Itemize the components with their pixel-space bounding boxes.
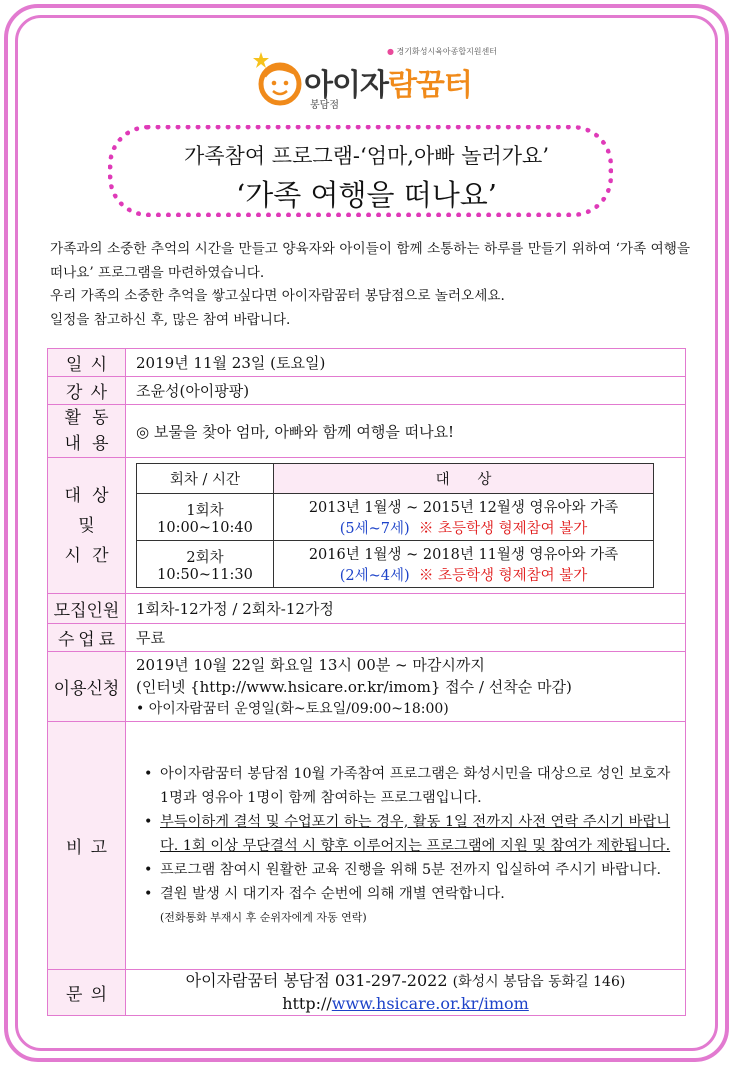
note-item: • 프로그램 참여시 원활한 교육 진행을 위해 5분 전까지 입실하여 주시기 바랍니다. bbox=[144, 858, 671, 882]
value-date: 2019년 11월 23일 (토요일) bbox=[126, 349, 686, 377]
label-fee: 수 업 료 bbox=[48, 624, 126, 652]
logo-branch: 봉담점 bbox=[310, 100, 339, 111]
info-table bbox=[47, 348, 686, 1016]
label-activity: 활 동 내 용 bbox=[48, 405, 126, 458]
value-target bbox=[126, 458, 686, 594]
label-contact: 문 의 bbox=[48, 970, 126, 1016]
row-fee bbox=[48, 624, 686, 652]
logo-org: ● 경기화성시육아종합지원센터 bbox=[387, 47, 497, 56]
session-cell: 2회차 10:50~11:30 bbox=[137, 541, 274, 588]
website-link[interactable]: www.hsicare.or.kr/imom bbox=[331, 994, 529, 1013]
row-contact bbox=[48, 970, 686, 1016]
value-contact: 아이자람꿈터 봉담점 031-297-2022 (화성시 봉담읍 동화길 146) http://www.hsicare.or.kr/imom bbox=[126, 970, 686, 1016]
target-cell: 2016년 1월생 ~ 2018년 11월생 영유아와 가족 (2세~4세) ※ 초등학생 형제참여 불가 bbox=[274, 541, 654, 588]
row-activity bbox=[48, 405, 686, 458]
value-fee: 무료 bbox=[126, 624, 686, 652]
intro-line: 가족과의 소중한 추억의 시간을 만들고 양육자와 아이들이 함께 소통하는 하루를 만들기 위하여 ‘가족 여행을 떠나요’ 프로그램을 마련하였습니다. bbox=[50, 241, 690, 281]
logo bbox=[252, 46, 497, 111]
intro-text bbox=[50, 238, 690, 332]
row-recruit bbox=[48, 594, 686, 624]
label-notes: 비 고 bbox=[48, 722, 126, 970]
session-row bbox=[137, 494, 654, 541]
value-recruit: 1회차-12가정 / 2회차-12가정 bbox=[126, 594, 686, 624]
label-instructor: 강 사 bbox=[48, 377, 126, 405]
value-notes bbox=[126, 722, 686, 970]
row-date bbox=[48, 349, 686, 377]
row-apply bbox=[48, 652, 686, 722]
program-subtitle: 가족참여 프로그램-‘엄마,아빠 놀러가요’ bbox=[183, 144, 550, 168]
intro-line: 우리 가족의 소중한 추억을 쌓고싶다면 아이자람꿈터 봉담점으로 놀러오세요. bbox=[50, 288, 505, 305]
row-notes bbox=[48, 722, 686, 970]
note-item: • 결원 발생 시 대기자 접수 순번에 의해 개별 연락합니다. bbox=[144, 882, 671, 906]
program-title: ‘가족 여행을 떠나요’ bbox=[236, 178, 497, 212]
value-activity: ◎ 보물을 찾아 엄마, 아빠와 함께 여행을 떠나요! bbox=[126, 405, 686, 458]
header-target: 대 상 bbox=[274, 464, 654, 494]
row-instructor bbox=[48, 377, 686, 405]
note-item: • 부득이하게 결석 및 수업포기 하는 경우, 활동 1일 전까지 사전 연락 주시기 바랍니다. 1회 이상 무단결석 시 향후 이루어지는 프로그램에 지원 및 참여가 제한됩니다. bbox=[144, 810, 671, 858]
session-cell: 1회차 10:00~10:40 bbox=[137, 494, 274, 541]
label-recruit: 모집인원 bbox=[48, 594, 126, 624]
session-header bbox=[137, 464, 654, 494]
row-target bbox=[48, 458, 686, 594]
label-target: 대 상 및 시 간 bbox=[48, 458, 126, 594]
value-instructor: 조윤성(아이팡팡) bbox=[126, 377, 686, 405]
note-item: • 아이자람꿈터 봉담점 10월 가족참여 프로그램은 화성시민을 대상으로 성인 보호자 1명과 영유아 1명이 함께 참여하는 프로그램입니다. bbox=[144, 762, 671, 810]
label-date: 일 시 bbox=[48, 349, 126, 377]
target-cell: 2013년 1월생 ~ 2015년 12월생 영유아와 가족 (5세~7세) ※ 초등학생 형제참여 불가 bbox=[274, 494, 654, 541]
note-small: (전화통화 부재시 후 순위자에게 자동 연락) bbox=[160, 910, 367, 924]
child-face-icon bbox=[252, 50, 304, 106]
session-row bbox=[137, 541, 654, 588]
label-apply: 이용신청 bbox=[48, 652, 126, 722]
header-session: 회차 / 시간 bbox=[137, 464, 274, 494]
intro-line: 일정을 참고하신 후, 많은 참여 바랍니다. bbox=[50, 311, 291, 328]
session-table bbox=[136, 463, 654, 588]
logo-name: 아이자람꿈터 bbox=[304, 68, 472, 103]
value-apply: 2019년 10월 22일 화요일 13시 00분 ~ 마감시까지 (인터넷 {http://www.hsicare.or.kr/imom} 접수 / 선착순 마감) • 아이자람꿈터 운영일(화~토요일/09:00~18:00) bbox=[126, 652, 686, 722]
